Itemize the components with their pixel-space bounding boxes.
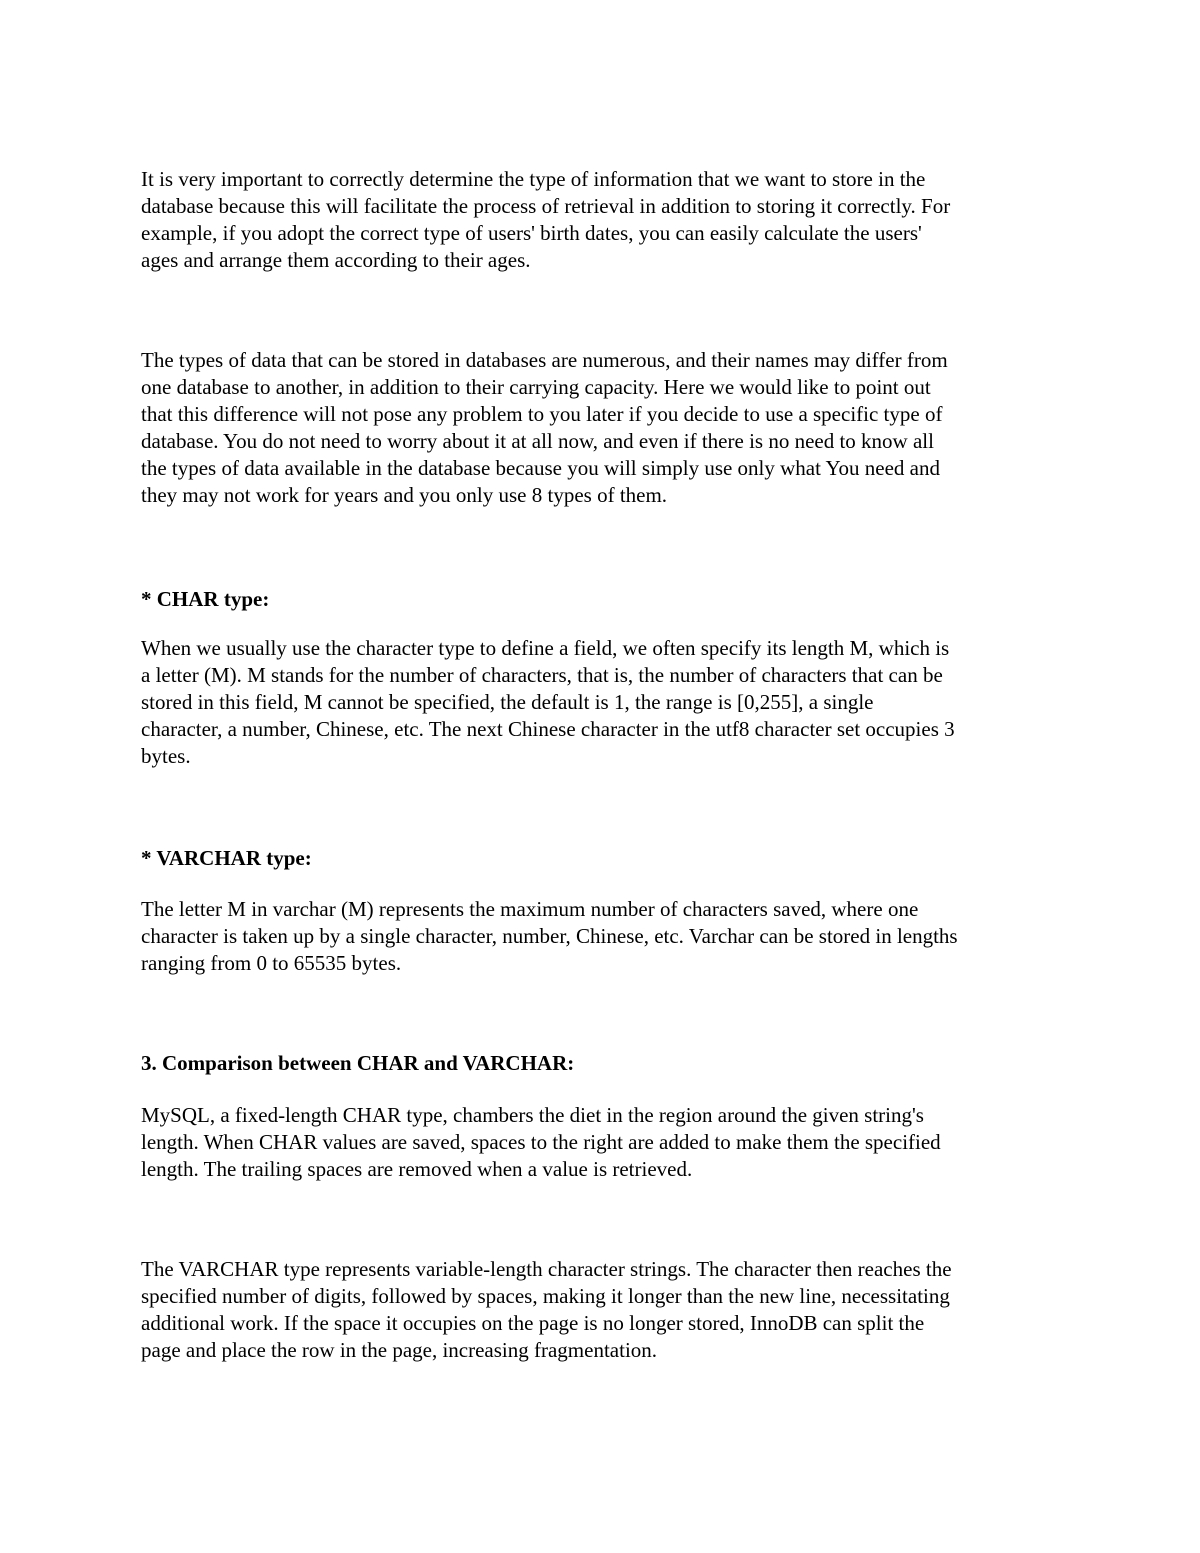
heading-comparison — [141, 1050, 1066, 1077]
heading-varchar-type — [141, 845, 1066, 872]
text-line: It is very important to correctly determine the type of information that we want to store in the — [141, 167, 926, 191]
text-line: ranging from 0 to 65535 bytes. — [141, 951, 402, 975]
heading-char-type — [141, 586, 1066, 613]
text-line: length. The trailing spaces are removed when a value is retrieved. — [141, 1157, 693, 1181]
text-line: database. You do not need to worry about it at all now, and even if there is no need to know all — [141, 429, 934, 453]
text-line: length. When CHAR values are saved, spaces to the right are added to make them the specified — [141, 1130, 941, 1154]
text-line: that this difference will not pose any problem to you later if you decide to use a specific type of — [141, 402, 943, 426]
text-line: a letter (M). M stands for the number of characters, that is, the number of characters that can be — [141, 663, 943, 687]
text-line: one database to another, in addition to their carrying capacity. Here we would like to point out — [141, 375, 931, 399]
text-line: The VARCHAR type represents variable-length character strings. The character then reaches the — [141, 1257, 952, 1281]
text-line: additional work. If the space it occupies on the page is no longer stored, InnoDB can split the — [141, 1311, 925, 1335]
text-line: ages and arrange them according to their ages. — [141, 248, 531, 272]
text-line: specified number of digits, followed by spaces, making it longer than the new line, necessitating — [141, 1284, 950, 1308]
text-line: stored in this field, M cannot be specified, the default is 1, the range is [0,255], a single — [141, 690, 874, 714]
text-line: character, a number, Chinese, etc. The next Chinese character in the utf8 character set occupies 3 — [141, 717, 955, 741]
heading-text: 3. Comparison between CHAR and VARCHAR: — [141, 1051, 575, 1075]
text-line: MySQL, a fixed-length CHAR type, chambers the diet in the region around the given string's — [141, 1103, 924, 1127]
text-line: The types of data that can be stored in databases are numerous, and their names may differ from — [141, 348, 948, 372]
text-line: When we usually use the character type to define a field, we often specify its length M, which is — [141, 636, 950, 660]
text-line: example, if you adopt the correct type of users' birth dates, you can easily calculate the users' — [141, 221, 922, 245]
heading-text: * CHAR type: — [141, 587, 270, 611]
text-line: character is taken up by a single character, number, Chinese, etc. Varchar can be stored in lengths — [141, 924, 958, 948]
paragraph-varchar-comparison — [141, 1256, 1066, 1364]
text-line: the types of data available in the database because you will simply use only what You need and — [141, 456, 940, 480]
paragraph-data-type-importance — [141, 166, 1066, 274]
paragraph-char-comparison — [141, 1102, 1066, 1183]
text-line: they may not work for years and you only use 8 types of them. — [141, 483, 668, 507]
text-line: The letter M in varchar (M) represents the maximum number of characters saved, where one — [141, 897, 919, 921]
paragraph-varchar-type — [141, 896, 1066, 977]
heading-text: * VARCHAR type: — [141, 846, 312, 870]
text-line: page and place the row in the page, increasing fragmentation. — [141, 1338, 658, 1362]
text-line: database because this will facilitate the process of retrieval in addition to storing it correctly. For — [141, 194, 951, 218]
paragraph-char-type — [141, 635, 1066, 770]
text-line: bytes. — [141, 744, 191, 768]
paragraph-data-types-overview — [141, 347, 1066, 509]
